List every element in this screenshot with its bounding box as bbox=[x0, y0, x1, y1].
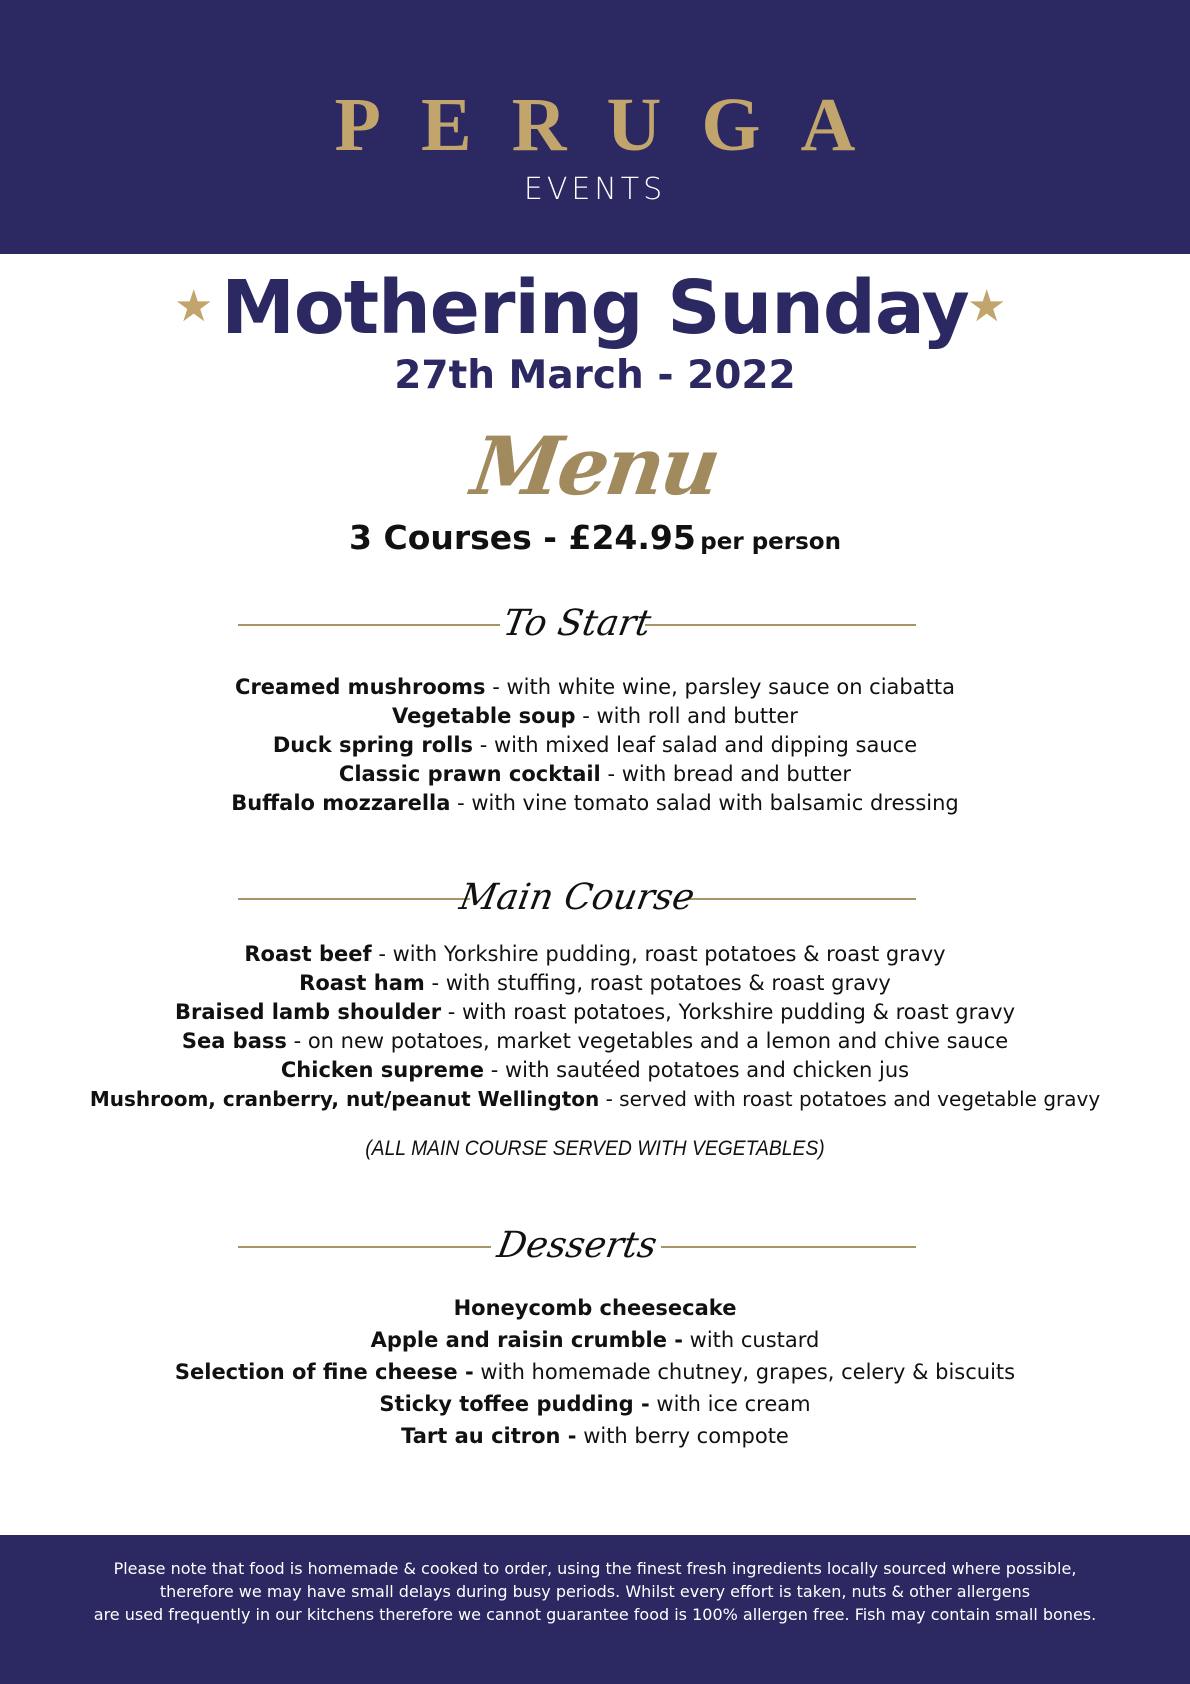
dish-description: - with stuffing, roast potatoes & roast gravy bbox=[424, 971, 891, 995]
allergen-notice-line: Please note that food is homemade & cooked to order, using the finest fresh ingredients locally sourced where possible, bbox=[113, 1559, 1077, 1578]
dish-description: - with bread and butter bbox=[600, 762, 852, 786]
dish-description: with custard bbox=[682, 1328, 820, 1352]
list-item bbox=[0, 789, 1190, 818]
allergen-notice bbox=[0, 1557, 1190, 1626]
brand-logo: PERUGA bbox=[334, 83, 896, 167]
mains-list bbox=[0, 940, 1190, 1114]
dish-description: - with roast potatoes, Yorkshire pudding & roast gravy bbox=[441, 1000, 1015, 1024]
mains-note: (ALL MAIN COURSE SERVED WITH VEGETABLES) bbox=[365, 1137, 825, 1160]
dish-name: Tart au citron - bbox=[401, 1424, 577, 1448]
list-item bbox=[0, 1420, 1190, 1452]
list-item bbox=[0, 702, 1190, 731]
dish-description: - with Yorkshire pudding, roast potatoes & roast gravy bbox=[371, 942, 946, 966]
list-item bbox=[0, 1027, 1190, 1056]
allergen-notice-line: are used frequently in our kitchens therefore we cannot guarantee food is 100% allergen free. Fish may contain small bones. bbox=[93, 1605, 1097, 1624]
dish-name: Selection of fine cheese - bbox=[174, 1360, 474, 1384]
section-title-starters: To Start bbox=[500, 603, 654, 644]
dish-name: Buffalo mozzarella bbox=[231, 791, 451, 815]
list-item bbox=[0, 1085, 1190, 1114]
event-date: 27th March - 2022 bbox=[394, 353, 796, 398]
desserts-list bbox=[0, 1292, 1190, 1452]
list-item bbox=[0, 1356, 1190, 1388]
dish-description: with berry compote bbox=[576, 1424, 789, 1448]
section-heading-mains bbox=[238, 873, 916, 923]
list-item bbox=[0, 940, 1190, 969]
section-title-desserts: Desserts bbox=[494, 1225, 660, 1266]
list-item bbox=[0, 969, 1190, 998]
dish-description: - with vine tomato salad with balsamic dressing bbox=[450, 791, 959, 815]
dish-description: with ice cream bbox=[649, 1392, 811, 1416]
starters-list bbox=[0, 673, 1190, 818]
dish-name: Roast beef bbox=[244, 942, 372, 966]
list-item bbox=[0, 1292, 1190, 1324]
price-suffix: per person bbox=[700, 529, 841, 555]
dish-name: Vegetable soup bbox=[392, 704, 576, 728]
list-item bbox=[0, 673, 1190, 702]
dish-name: Creamed mushrooms bbox=[235, 675, 486, 699]
allergen-notice-line: therefore we may have small delays during busy periods. Whilst every effort is taken, nuts & other allergens bbox=[159, 1582, 1031, 1601]
section-heading-starters bbox=[238, 599, 916, 649]
dish-name: Chicken supreme bbox=[280, 1058, 485, 1082]
list-item bbox=[0, 1324, 1190, 1356]
list-item bbox=[0, 760, 1190, 789]
section-heading-desserts bbox=[238, 1221, 916, 1271]
dish-name: Roast ham bbox=[299, 971, 425, 995]
dish-name: Duck spring rolls bbox=[272, 733, 474, 757]
event-title-row bbox=[0, 262, 1190, 354]
price-line bbox=[0, 516, 1190, 567]
list-item bbox=[0, 1056, 1190, 1085]
dish-name: Sticky toffee pudding - bbox=[379, 1392, 650, 1416]
dish-name: Braised lamb shoulder bbox=[174, 1000, 442, 1024]
dish-description: with homemade chutney, grapes, celery & biscuits bbox=[473, 1360, 1016, 1384]
dish-description: - with white wine, parsley sauce on ciabatta bbox=[485, 675, 955, 699]
event-title: Mothering Sunday bbox=[221, 265, 969, 351]
dish-name: Mushroom, cranberry, nut/peanut Wellington bbox=[89, 1087, 600, 1111]
footer-banner bbox=[0, 1535, 1190, 1684]
dish-description: - with sautéed potatoes and chicken jus bbox=[484, 1058, 910, 1082]
dish-description: - with roll and butter bbox=[575, 704, 798, 728]
list-item bbox=[0, 1388, 1190, 1420]
dish-name: Classic prawn cocktail bbox=[338, 762, 601, 786]
dish-name: Honeycomb cheesecake bbox=[453, 1296, 737, 1320]
price-main: 3 Courses - £24.95 bbox=[349, 518, 696, 557]
list-item bbox=[0, 731, 1190, 760]
brand-subtitle: EVENTS bbox=[523, 172, 667, 207]
star-icon: ★ bbox=[174, 282, 214, 331]
section-title-mains: Main Course bbox=[456, 877, 698, 918]
dish-description: - with mixed leaf salad and dipping sauce bbox=[473, 733, 918, 757]
dish-name: Sea bass bbox=[181, 1029, 287, 1053]
menu-heading: Menu bbox=[466, 419, 724, 513]
header-banner bbox=[0, 0, 1190, 254]
dish-description: - on new potatoes, market vegetables and a lemon and chive sauce bbox=[286, 1029, 1009, 1053]
list-item bbox=[0, 998, 1190, 1027]
dish-name: Apple and raisin crumble - bbox=[370, 1328, 683, 1352]
dish-description: - served with roast potatoes and vegetable gravy bbox=[599, 1087, 1101, 1111]
star-icon: ★ bbox=[967, 282, 1007, 331]
